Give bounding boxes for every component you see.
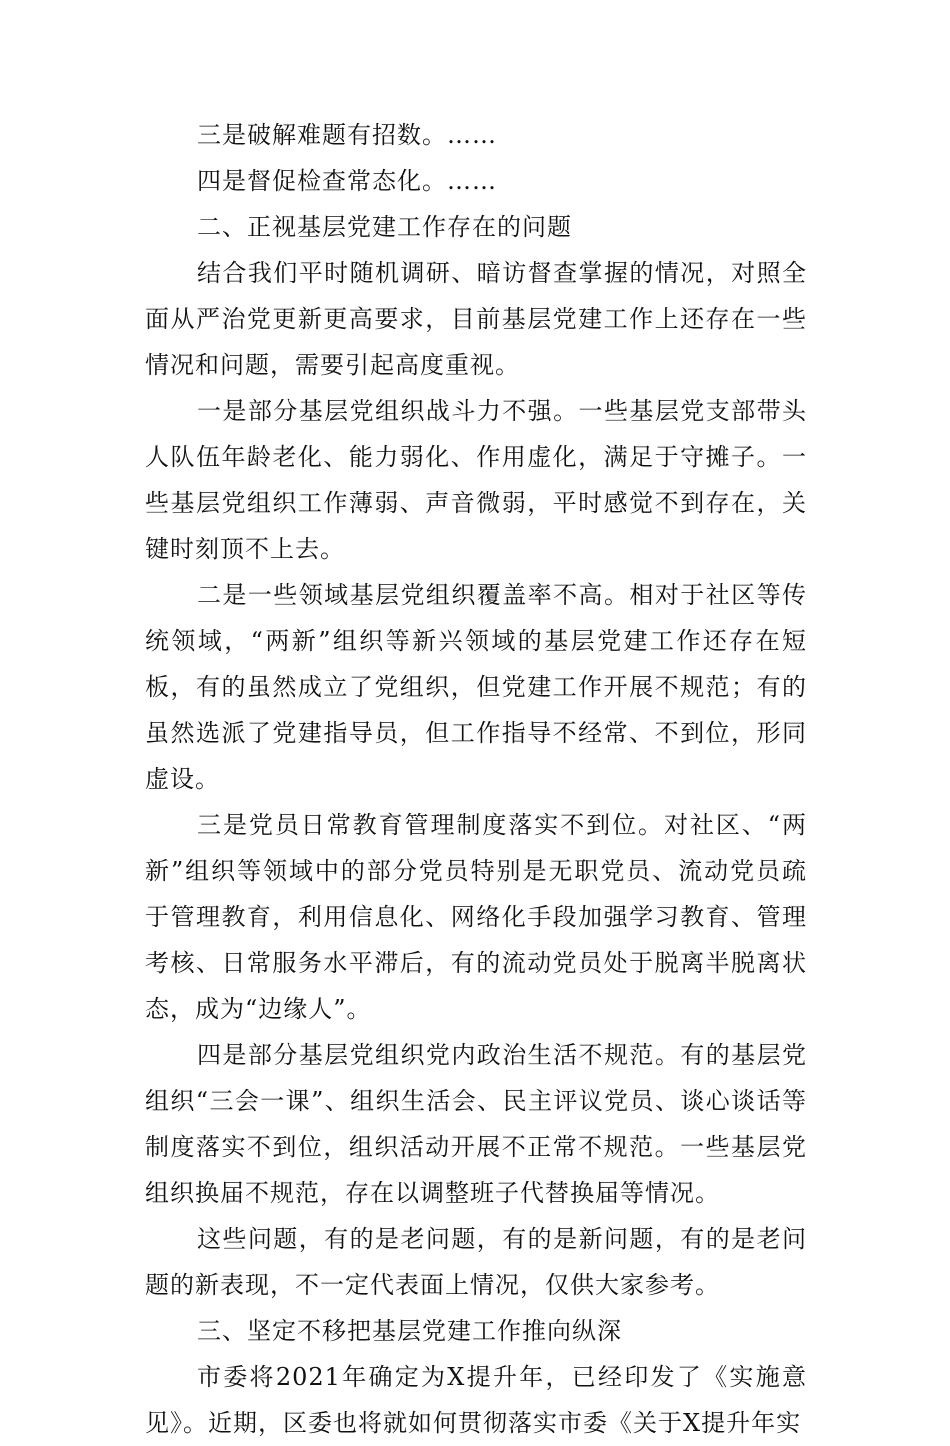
section-heading: 三、坚定不移把基层党建工作推向纵深 [197, 1317, 622, 1345]
paragraph: 这些问题，有的是老问题，有的是新问题，有的是老问题的新表现，不一定代表面上情况，仅供大家参考。 [145, 1225, 807, 1299]
section-heading: 二、正视基层党建工作存在的问题 [197, 213, 572, 241]
paragraph: 三是破解难题有招数。…… [197, 121, 497, 149]
paragraph: 三是党员日常教育管理制度落实不到位。对社区、“两新”组织等领域中的部分党员特别是无职党员、流动党员疏于管理教育，利用信息化、网络化手段加强学习教育、管理考核、日常服务水平滞后，有的流动党员处于脱离半脱离状态，成为“边缘人”。 [145, 811, 807, 1023]
paragraph: 四是督促检查常态化。…… [197, 167, 497, 195]
paragraph: 结合我们平时随机调研、暗访督查掌握的情况，对照全面从严治党更新更高要求，目前基层党建工作上还存在一些情况和问题，需要引起高度重视。 [145, 259, 807, 379]
paragraph: 市委将2021年确定为X提升年，已经印发了《实施意见》。近期，区委也将就如何贯彻落实市委《关于X提升年实 [145, 1363, 807, 1437]
document-body [145, 112, 807, 1446]
paragraph: 一是部分基层党组织战斗力不强。一些基层党支部带头人队伍年龄老化、能力弱化、作用虚化，满足于守摊子。一些基层党组织工作薄弱、声音微弱，平时感觉不到存在，关键时刻顶不上去。 [145, 397, 807, 563]
paragraph: 二是一些领域基层党组织覆盖率不高。相对于社区等传统领域，“两新”组织等新兴领域的基层党建工作还存在短板，有的虽然成立了党组织，但党建工作开展不规范；有的虽然选派了党建指导员，但工作指导不经常、不到位，形同虚设。 [145, 581, 807, 793]
paragraph: 四是部分基层党组织党内政治生活不规范。有的基层党组织“三会一课”、组织生活会、民主评议党员、谈心谈话等制度落实不到位，组织活动开展不正常不规范。一些基层党组织换届不规范，存在以调整班子代替换届等情况。 [145, 1041, 807, 1207]
